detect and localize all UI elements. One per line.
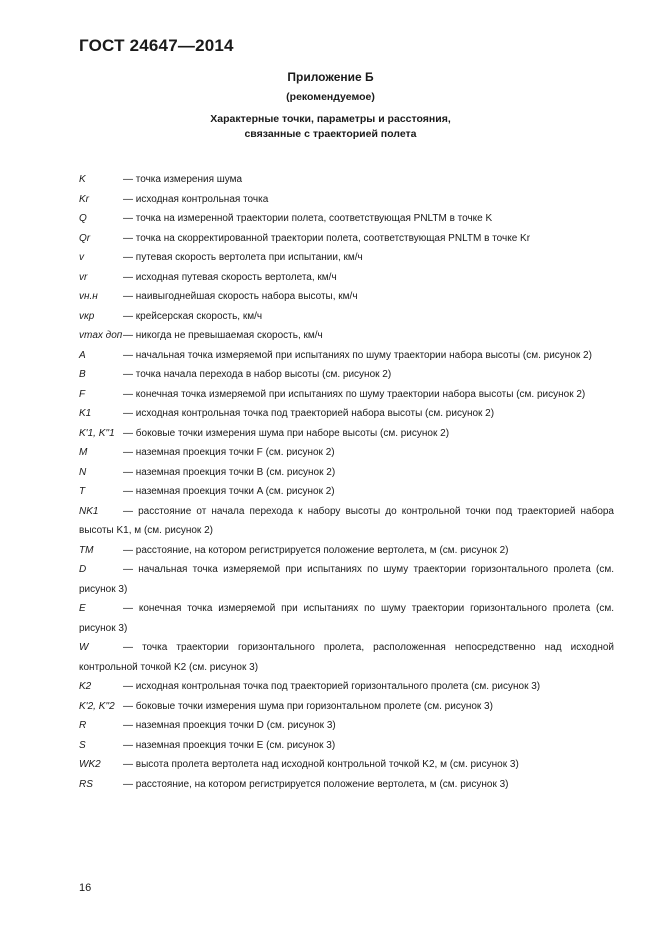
term-definition: — точка на измеренной траектории полета, соответствующая PNLTM в точке K — [123, 213, 493, 224]
term-definition: — точка начала перехода в набор высоты (см. рисунок 2) — [123, 369, 392, 380]
term-definition: — исходная контрольная точка под траекторией горизонтального пролета (см. рисунок 3) — [123, 681, 541, 692]
term-row — [79, 346, 614, 366]
term-row — [79, 599, 614, 638]
term-symbol: T — [79, 486, 86, 497]
term-row — [79, 229, 614, 249]
term-definition: — исходная путевая скорость вертолета, км/ч — [123, 271, 337, 283]
term-row — [79, 404, 614, 424]
term-definition: — точка измерения шума — [123, 174, 243, 185]
term-row — [79, 190, 614, 210]
term-definition: — путевая скорость вертолета при испытании, км/ч — [123, 252, 363, 263]
term-row — [79, 385, 614, 405]
term-row — [79, 638, 614, 677]
term-definition: — исходная контрольная точка — [123, 193, 269, 205]
term-definition: — расстояние, на котором регистрируется положение вертолета, м (см. рисунок 2) — [123, 544, 509, 556]
term-row — [79, 424, 614, 444]
term-symbol: R — [79, 720, 87, 731]
term-row — [79, 326, 614, 346]
term-definition: — исходная контрольная точка под траекторией набора высоты (см. рисунок 2) — [123, 408, 495, 419]
term-definition: — наземная проекция точки A (см. рисунок 2) — [123, 486, 335, 497]
term-row — [79, 463, 614, 483]
term-symbol: Q — [79, 213, 87, 224]
term-symbol: RS — [79, 778, 93, 790]
term-definition: — начальная точка измеряемой при испытаниях по шуму траектории горизонтального пролета (см. рисунок 3) — [79, 564, 614, 595]
term-symbol: K1 — [79, 408, 92, 419]
term-symbol: W — [79, 642, 89, 653]
term-row — [79, 775, 614, 795]
term-row — [79, 268, 614, 288]
term-row — [79, 365, 614, 385]
term-row — [79, 482, 614, 502]
term-symbol: A — [79, 349, 86, 361]
page-number: 16 — [79, 882, 92, 894]
term-definition: — точка на скорректированной траектории полета, соответствующая PNLTM в точке Kr — [123, 232, 531, 244]
terms-list — [79, 170, 614, 794]
term-row — [79, 541, 614, 561]
term-definition: — крейсерская скорость, км/ч — [123, 310, 263, 322]
term-row — [79, 248, 614, 268]
term-row — [79, 307, 614, 327]
term-symbol: vmax доп — [79, 330, 123, 341]
term-symbol: K'2, K''2 — [79, 700, 115, 712]
term-definition: — наземная проекция точки B (см. рисунок 2) — [123, 466, 336, 478]
appendix-status: (рекомендуемое) — [286, 91, 375, 103]
term-row — [79, 502, 614, 541]
term-symbol: E — [79, 603, 86, 614]
term-definition: — точка траектории горизонтального пролета, расположенная непосредственно над исходной контрольной точкой K2 (см. рисунок 3) — [79, 642, 614, 673]
term-definition: — расстояние, на котором регистрируется положение вертолета, м (см. рисунок 3) — [123, 778, 509, 790]
term-definition: — конечная точка измеряемой при испытаниях по шуму траектории набора высоты (см. рисунок 2) — [123, 388, 586, 400]
term-definition: — высота пролета вертолета над исходной контрольной точкой K2, м (см. рисунок 3) — [123, 759, 519, 770]
term-symbol: vн.н — [79, 291, 98, 302]
term-symbol: vr — [79, 271, 88, 283]
term-symbol: vкр — [79, 310, 95, 322]
term-definition: — наземная проекция точки F (см. рисунок 2) — [123, 447, 335, 458]
term-definition: — наземная проекция точки D (см. рисунок 3) — [123, 720, 336, 731]
term-row — [79, 170, 614, 190]
term-row — [79, 443, 614, 463]
term-definition: — конечная точка измеряемой при испытаниях по шуму траектории горизонтального пролета (см. рисунок 3) — [79, 603, 614, 634]
term-symbol: B — [79, 369, 86, 380]
term-symbol: N — [79, 466, 87, 478]
term-row — [79, 755, 614, 775]
term-symbol: F — [79, 388, 86, 400]
term-symbol: Kr — [79, 193, 89, 205]
term-symbol: Qr — [79, 232, 91, 244]
term-symbol: K2 — [79, 681, 92, 692]
term-row — [79, 716, 614, 736]
term-row — [79, 209, 614, 229]
term-symbol: D — [79, 564, 87, 575]
standard-header: ГОСТ 24647—2014 — [79, 36, 234, 55]
term-row — [79, 287, 614, 307]
term-row — [79, 697, 614, 717]
term-symbol: WK2 — [79, 759, 101, 770]
appendix-subtitle-line-2: связанные с траекторией полета — [244, 128, 417, 140]
term-definition: — расстояние от начала перехода к набору высоты до контрольной точки под траекторией набора высоты K1, м (см. рисунок 2) — [79, 505, 614, 536]
term-symbol: S — [79, 739, 86, 751]
term-symbol: M — [79, 447, 88, 458]
term-symbol: v — [79, 252, 84, 263]
term-definition: — наивыгоднейшая скорость набора высоты, км/ч — [123, 291, 358, 302]
term-symbol: TM — [79, 544, 94, 556]
term-definition: — боковые точки измерения шума при наборе высоты (см. рисунок 2) — [123, 427, 450, 439]
term-row — [79, 560, 614, 599]
term-definition: — начальная точка измеряемой при испытаниях по шуму траектории набора высоты (см. рисунок 2) — [123, 349, 592, 361]
appendix-subtitle — [0, 112, 661, 142]
term-symbol: K'1, K''1 — [79, 427, 115, 439]
term-row — [79, 736, 614, 756]
term-definition: — наземная проекция точки E (см. рисунок 3) — [123, 739, 336, 751]
appendix-subtitle-line-1: Характерные точки, параметры и расстояния, — [210, 113, 451, 125]
appendix-title: Приложение Б — [287, 70, 374, 84]
term-symbol: K — [79, 174, 86, 185]
term-definition: — боковые точки измерения шума при горизонтальном пролете (см. рисунок 3) — [123, 700, 493, 712]
term-definition: — никогда не превышаемая скорость, км/ч — [123, 330, 323, 341]
term-symbol: NK1 — [79, 505, 99, 517]
term-row — [79, 677, 614, 697]
